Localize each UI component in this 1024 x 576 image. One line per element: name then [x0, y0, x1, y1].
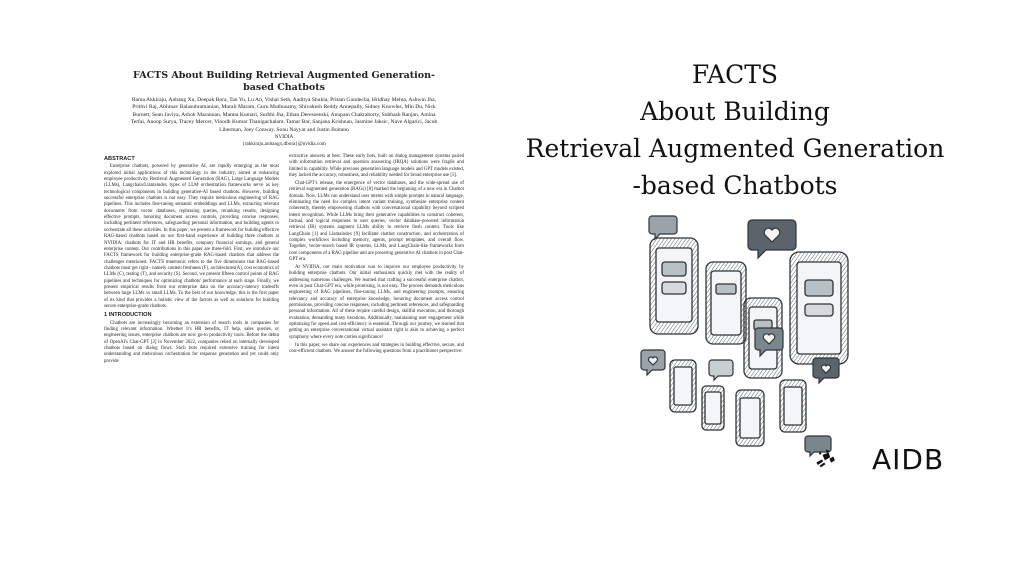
- heart-chat-bubble-icon: [813, 358, 839, 383]
- paper-email: {rakkiraju,anbangx,dbora}@nvidia.com: [242, 141, 326, 148]
- abstract-text: Enterprise chatbots, powered by generative AI, are rapidly emerging as the most explored initial applications of this technology in the industry, aimed at enhancing employee productivity. Retrieval Augmented Generation (RAG), Large Language Models (LLMs), Langchain/Llamaindex types of LLM orchestration frameworks serve as key technological components in building generative-AI based chatbots. However, building successful enterprise chatbots is not easy. They require meticulous engineering of RAG pipelines. This includes fine-tuning semantic embeddings and LLMs, extracting relevant documents from vector databases, rephrasing queries, reranking results, designing effective prompts, honoring document access controls, providing concise responses, including pertinent references, safeguarding personal information, and building agents to orchestrate all these activities. In this paper, we present a framework for building effective RAG-based chatbots based on our first-hand experience of building three chatbots at NVIDIA: chatbots for IT and HR benefits, company financial earnings, and general enterprise content. Our contributions in this paper are three-fold. First, we introduce our FACTS framework for building enterprise-grade RAG-based chatbots that address the challenges mentioned. FACTS mnemonic refers to the five dimensions that RAG-based chatbots must get right - namely content freshness (F), architectures(A), cost economics of LLMs (C), testing (T), and security (S). Second, we present fifteen control points of RAG pipelines and techniques for optimizing chatbots' performance at each stage. Finally, we present empirical results from our enterprise data on the accuracy-latency tradeoffs between large LLMs vs small LLMs. To the best of our knowledge, this is the first paper of its kind that provides a holistic view of the factors as well as solutions for building secure enterprise-grade chatbots.: [104, 164, 279, 309]
- heart-chat-bubble-icon: [641, 350, 665, 375]
- phone-icon: [650, 238, 698, 334]
- bee-logo-icon: [814, 430, 872, 486]
- paper-column-right: [289, 154, 464, 367]
- col2-paragraph: extractive answers at best. These early bots, built on dialog management systems paired with information retrieval and question answering (IRQA) solutions were fragile and limited in capability. While previous generation language models and GPT models existed, they lacked the accuracy, robustness, and reliability needed for broad enterprise use [5].: [289, 154, 464, 179]
- paper-columns: [104, 154, 464, 367]
- abstract-heading: ABSTRACT: [104, 156, 135, 163]
- phone-icon: [736, 390, 764, 446]
- paper-preview: [104, 70, 464, 520]
- heart-chat-bubble-icon: [748, 220, 796, 258]
- headline-line: FACTS: [691, 60, 779, 89]
- intro-text: Chatbots are increasingly becoming an extension of search tools in companies for finding relevant information. Whether it's HR benefits, IT help, sales queries, or engineering issues, enterprise chatbots are now go-to productivity tools. Before the debut of OpenAI's Chat-GPT [2] in November 2022, companies relied on internally developed chatbots based on dialog flows. Such bots required extensive training for intent understanding and meticulous orchestration for response generation and yet could only provide: [104, 320, 279, 364]
- paper-column-left: [104, 154, 279, 367]
- col2-paragraph: At NVIDIA, our main motivation was to improve our employee productivity by building enterprise chatbots. Our initial enthusiasm quickly met with the reality of addressing numerous challenges. We learned that crafting a successful enterprise chatbot, even in post Chat-GPT era, while promising, is not easy. The process demands meticulous engineering of RAG pipelines, fine-tuning LLMs, and engineering prompts, ensuring relevancy and accuracy of enterprise knowledge, honoring document access control permissions, providing concise responses, including pertinent references, and safeguarding personal information. All of these require careful design, skillful execution, and thorough evaluation, demanding many iterations. Additionally, maintaining user engagement while optimizing for speed and cost-efficiency is essential. Through our journey, we learned that getting an enterprise conversational virtual assistant right is akin to achieving a perfect symphony where every note carries significance!: [289, 264, 464, 340]
- headline-line: Retrieval Augmented Generation: [525, 134, 945, 163]
- headline-line: -based Chatbots: [632, 171, 838, 200]
- paper-authors: Rama Akkiraju, Anbang Xu, Deepak Bora, Tan Yu, Lu An, Vishal Seth, Aaditya Shukla, Pritam Gundecha, Hridhay Mehta, Ashwin Jha, Prithvi Raj, Abhinav Balasubramanian, Murali Maram, Guru Muthusamy, Shivakesh Reddy Annepally, Sidney Knowles, Min Du, Nick Burnett, Sean Javiya, Ashok Marannan, Mamta Kumari, Surbhi Jha, Ethan Dereszenski, Anupam Chakraborty, Subhash Ranjan, Amina Terfai, Anoop Surya, Tracey Mercer, Vinodh Kumar Thanigachalam, Tamar Bar, Sanjana Krishnan, Jasmine Jaksic, Nave Algarici, Jacob Liberman, Joey Conway, Sonu Nayyar and Justin Boitano: [130, 97, 438, 133]
- phone-icon: [780, 380, 806, 432]
- intro-heading: 1 INTRODUCTION: [104, 312, 152, 319]
- headline: [470, 56, 1000, 204]
- paper-title: FACTS About Building Retrieval Augmented Generation-based Chatbots: [133, 70, 435, 93]
- phone-icon: [670, 360, 696, 412]
- chat-bubble-icon: [709, 360, 733, 380]
- brand-name: AIDB: [872, 443, 945, 476]
- headline-line: About Building: [640, 97, 830, 126]
- phone-icon: [702, 386, 724, 430]
- smartphones-chat-bubbles-illustration: [640, 210, 855, 460]
- paper-affiliation: NVIDIA: [274, 134, 294, 141]
- phone-icon: [706, 262, 746, 344]
- col2-paragraph: In this paper, we share our experiences and strategies in building effective, secure, and cost-efficient chatbots. We answer the following questions from a practitioner perspective:: [289, 342, 464, 354]
- phone-icon: [790, 252, 848, 364]
- col2-paragraph: Chat-GPT's release, the emergence of vector databases, and the wide-spread use of retrieval augmented generation (RAGs) [8] marked the beginning of a new era in Chatbot domain. Now, LLMs can understand user intents with simple prompts in natural language, eliminating the need for complex intent variant training, synthesize enterprise content coherently, thereby empowering chatbots with conversational capability beyond scripted intent recognition. While LLMs bring their generative capabilities to construct coherent, factual, and logical responses to user queries, vector database-powered information retrieval (IR) systems augment LLMs ability to retrieve fresh content. Tools like LangChain [1] and Llamaindex [9] facilitate chatbot construction, and orchestration of complex workflows including memory, agents, prompt templates, and overall flow. Together, vector-search based IR systems, LLMs, and LangChain-like frameworks form core components of a RAG pipeline and are powering generative AI chatbots in post Chat-GPT era.: [289, 180, 464, 263]
- chat-bubble-icon: [649, 216, 677, 239]
